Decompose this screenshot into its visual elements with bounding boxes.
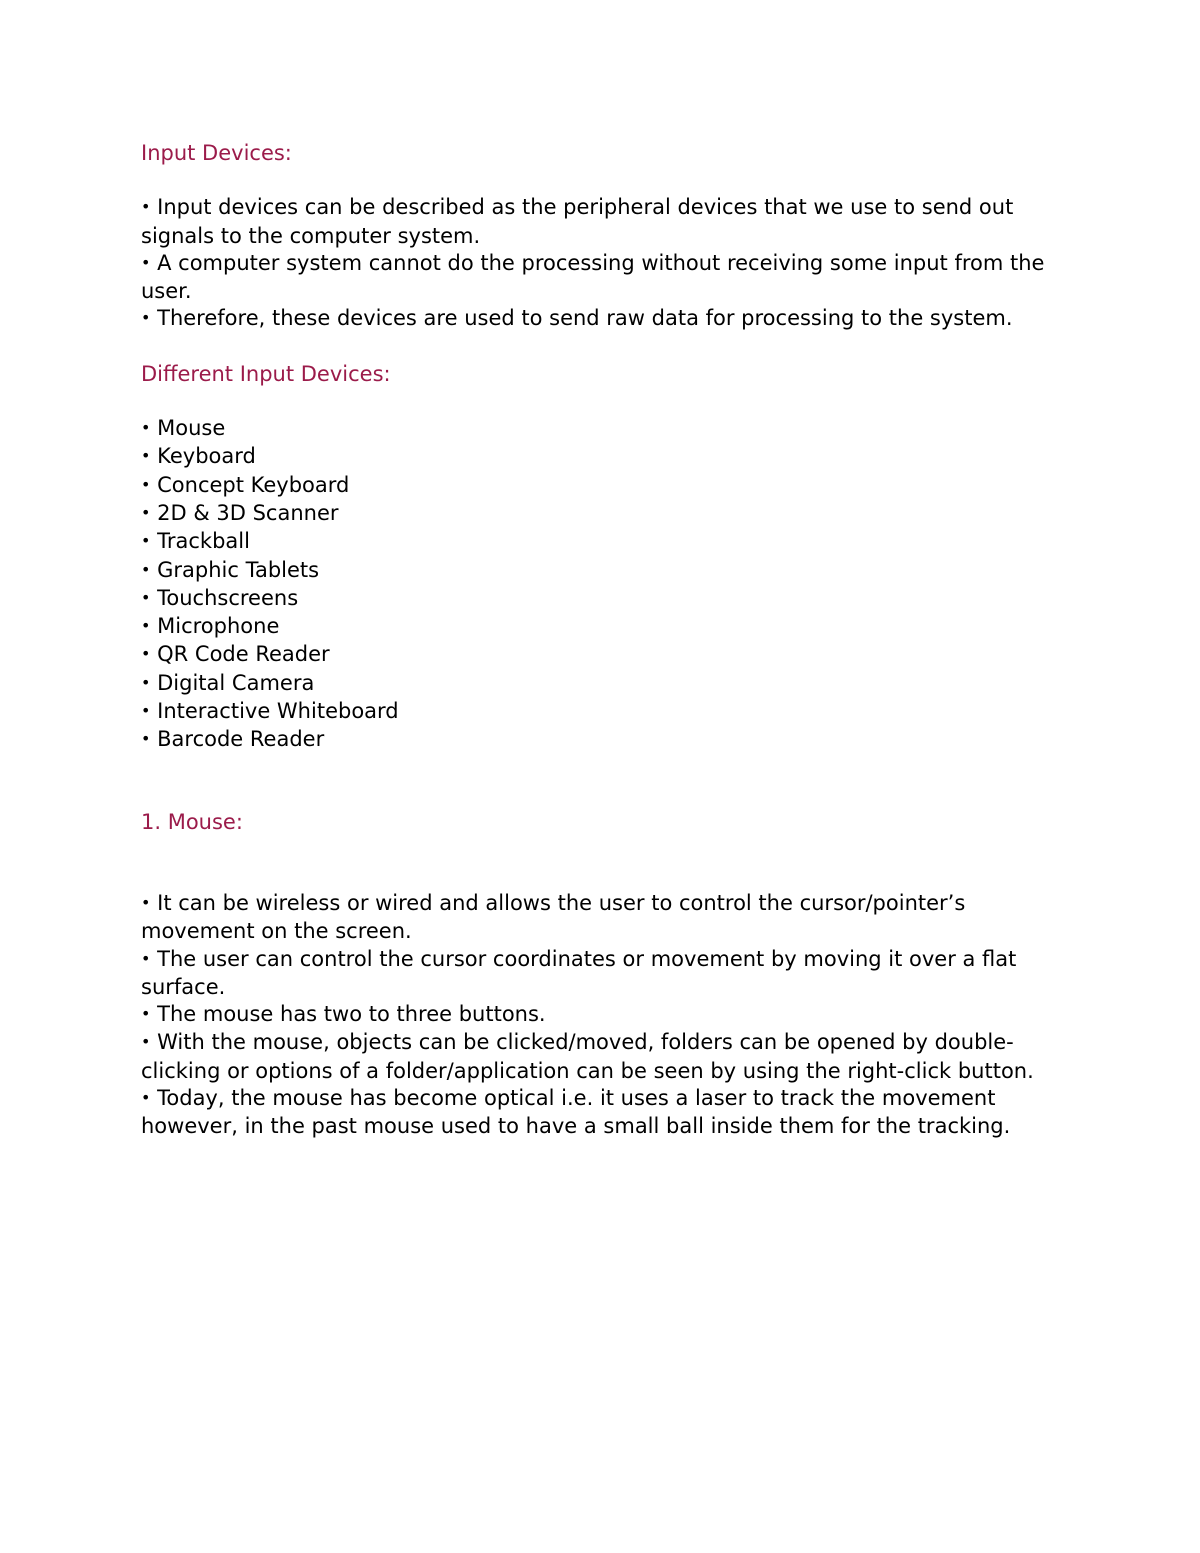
list-item bbox=[141, 500, 1061, 528]
mouse-bullets bbox=[141, 890, 1061, 1141]
bullet-icon: • bbox=[141, 474, 151, 494]
list-item bbox=[141, 443, 1061, 471]
bullet-icon: • bbox=[141, 672, 151, 692]
bullet-text: Therefore, these devices are used to send raw data for processing to the system. bbox=[157, 306, 1013, 331]
list-item bbox=[141, 194, 1061, 250]
bullet-icon: • bbox=[141, 644, 151, 664]
device-name: Interactive Whiteboard bbox=[157, 699, 399, 724]
spacer bbox=[141, 836, 1061, 890]
device-name: Concept Keyboard bbox=[157, 472, 350, 497]
bullet-icon: • bbox=[141, 948, 151, 968]
device-name: Trackball bbox=[157, 529, 250, 554]
heading-input-devices: Input Devices: bbox=[141, 141, 292, 165]
list-item bbox=[141, 670, 1061, 698]
bullet-text: A computer system cannot do the processing without receiving some input from the user. bbox=[141, 250, 1045, 304]
spacer bbox=[141, 755, 1061, 809]
device-name: QR Code Reader bbox=[157, 642, 330, 667]
spacer bbox=[141, 388, 1061, 415]
different-devices-list bbox=[141, 415, 1061, 755]
list-item bbox=[141, 1029, 1061, 1085]
list-item bbox=[141, 726, 1061, 754]
device-name: Keyboard bbox=[157, 444, 256, 469]
spacer bbox=[141, 334, 1061, 361]
heading-mouse: 1. Mouse: bbox=[141, 809, 243, 834]
input-devices-bullets bbox=[141, 194, 1061, 333]
document-page bbox=[141, 140, 1061, 1141]
list-item bbox=[141, 250, 1061, 306]
bullet-text: Input devices can be described as the peripheral devices that we use to send out signals to the computer system. bbox=[141, 195, 1014, 248]
bullet-icon: • bbox=[141, 616, 151, 636]
bullet-icon: • bbox=[141, 1032, 151, 1052]
list-item bbox=[141, 1085, 1061, 1141]
list-item bbox=[141, 946, 1061, 1002]
bullet-icon: • bbox=[141, 729, 151, 749]
bullet-icon: • bbox=[141, 587, 151, 607]
list-item bbox=[141, 528, 1061, 556]
list-item bbox=[141, 557, 1061, 585]
device-name: Touchscreens bbox=[157, 585, 299, 610]
list-item bbox=[141, 415, 1061, 443]
bullet-text: The mouse has two to three buttons. bbox=[157, 1002, 546, 1027]
heading-different-input-devices: Different Input Devices: bbox=[141, 361, 391, 386]
list-item bbox=[141, 585, 1061, 613]
bullet-icon: • bbox=[141, 502, 151, 522]
list-item bbox=[141, 698, 1061, 726]
bullet-icon: • bbox=[141, 308, 151, 328]
bullet-icon: • bbox=[141, 1004, 151, 1024]
bullet-icon: • bbox=[141, 446, 151, 466]
bullet-icon: • bbox=[141, 559, 151, 579]
spacer bbox=[141, 167, 1061, 194]
bullet-icon: • bbox=[141, 701, 151, 721]
bullet-text: It can be wireless or wired and allows the user to control the cursor/pointer’s movement on the screen. bbox=[141, 890, 966, 944]
list-item bbox=[141, 472, 1061, 500]
bullet-text: Today, the mouse has become optical i.e. it uses a laser to track the movement however, in the past mouse used to have a small ball inside them for the tracking. bbox=[141, 1086, 1011, 1139]
bullet-icon: • bbox=[141, 252, 151, 272]
list-item bbox=[141, 613, 1061, 641]
bullet-icon: • bbox=[141, 197, 151, 217]
list-item bbox=[141, 1001, 1061, 1029]
bullet-icon: • bbox=[141, 418, 151, 438]
device-name: Microphone bbox=[157, 614, 280, 639]
device-name: Mouse bbox=[157, 416, 226, 441]
bullet-icon: • bbox=[141, 1088, 151, 1108]
list-item bbox=[141, 641, 1061, 669]
device-name: Digital Camera bbox=[157, 670, 315, 695]
device-name: Graphic Tablets bbox=[157, 557, 320, 582]
device-name: 2D & 3D Scanner bbox=[157, 500, 339, 525]
bullet-text: With the mouse, objects can be clicked/moved, folders can be opened by double-clicking or options of a folder/application can be seen by using the right-click button. bbox=[141, 1030, 1034, 1083]
list-item bbox=[141, 890, 1061, 946]
device-name: Barcode Reader bbox=[157, 727, 325, 752]
list-item bbox=[141, 305, 1061, 333]
bullet-icon: • bbox=[141, 892, 151, 912]
bullet-icon: • bbox=[141, 531, 151, 551]
bullet-text: The user can control the cursor coordinates or movement by moving it over a flat surface. bbox=[141, 946, 1017, 999]
